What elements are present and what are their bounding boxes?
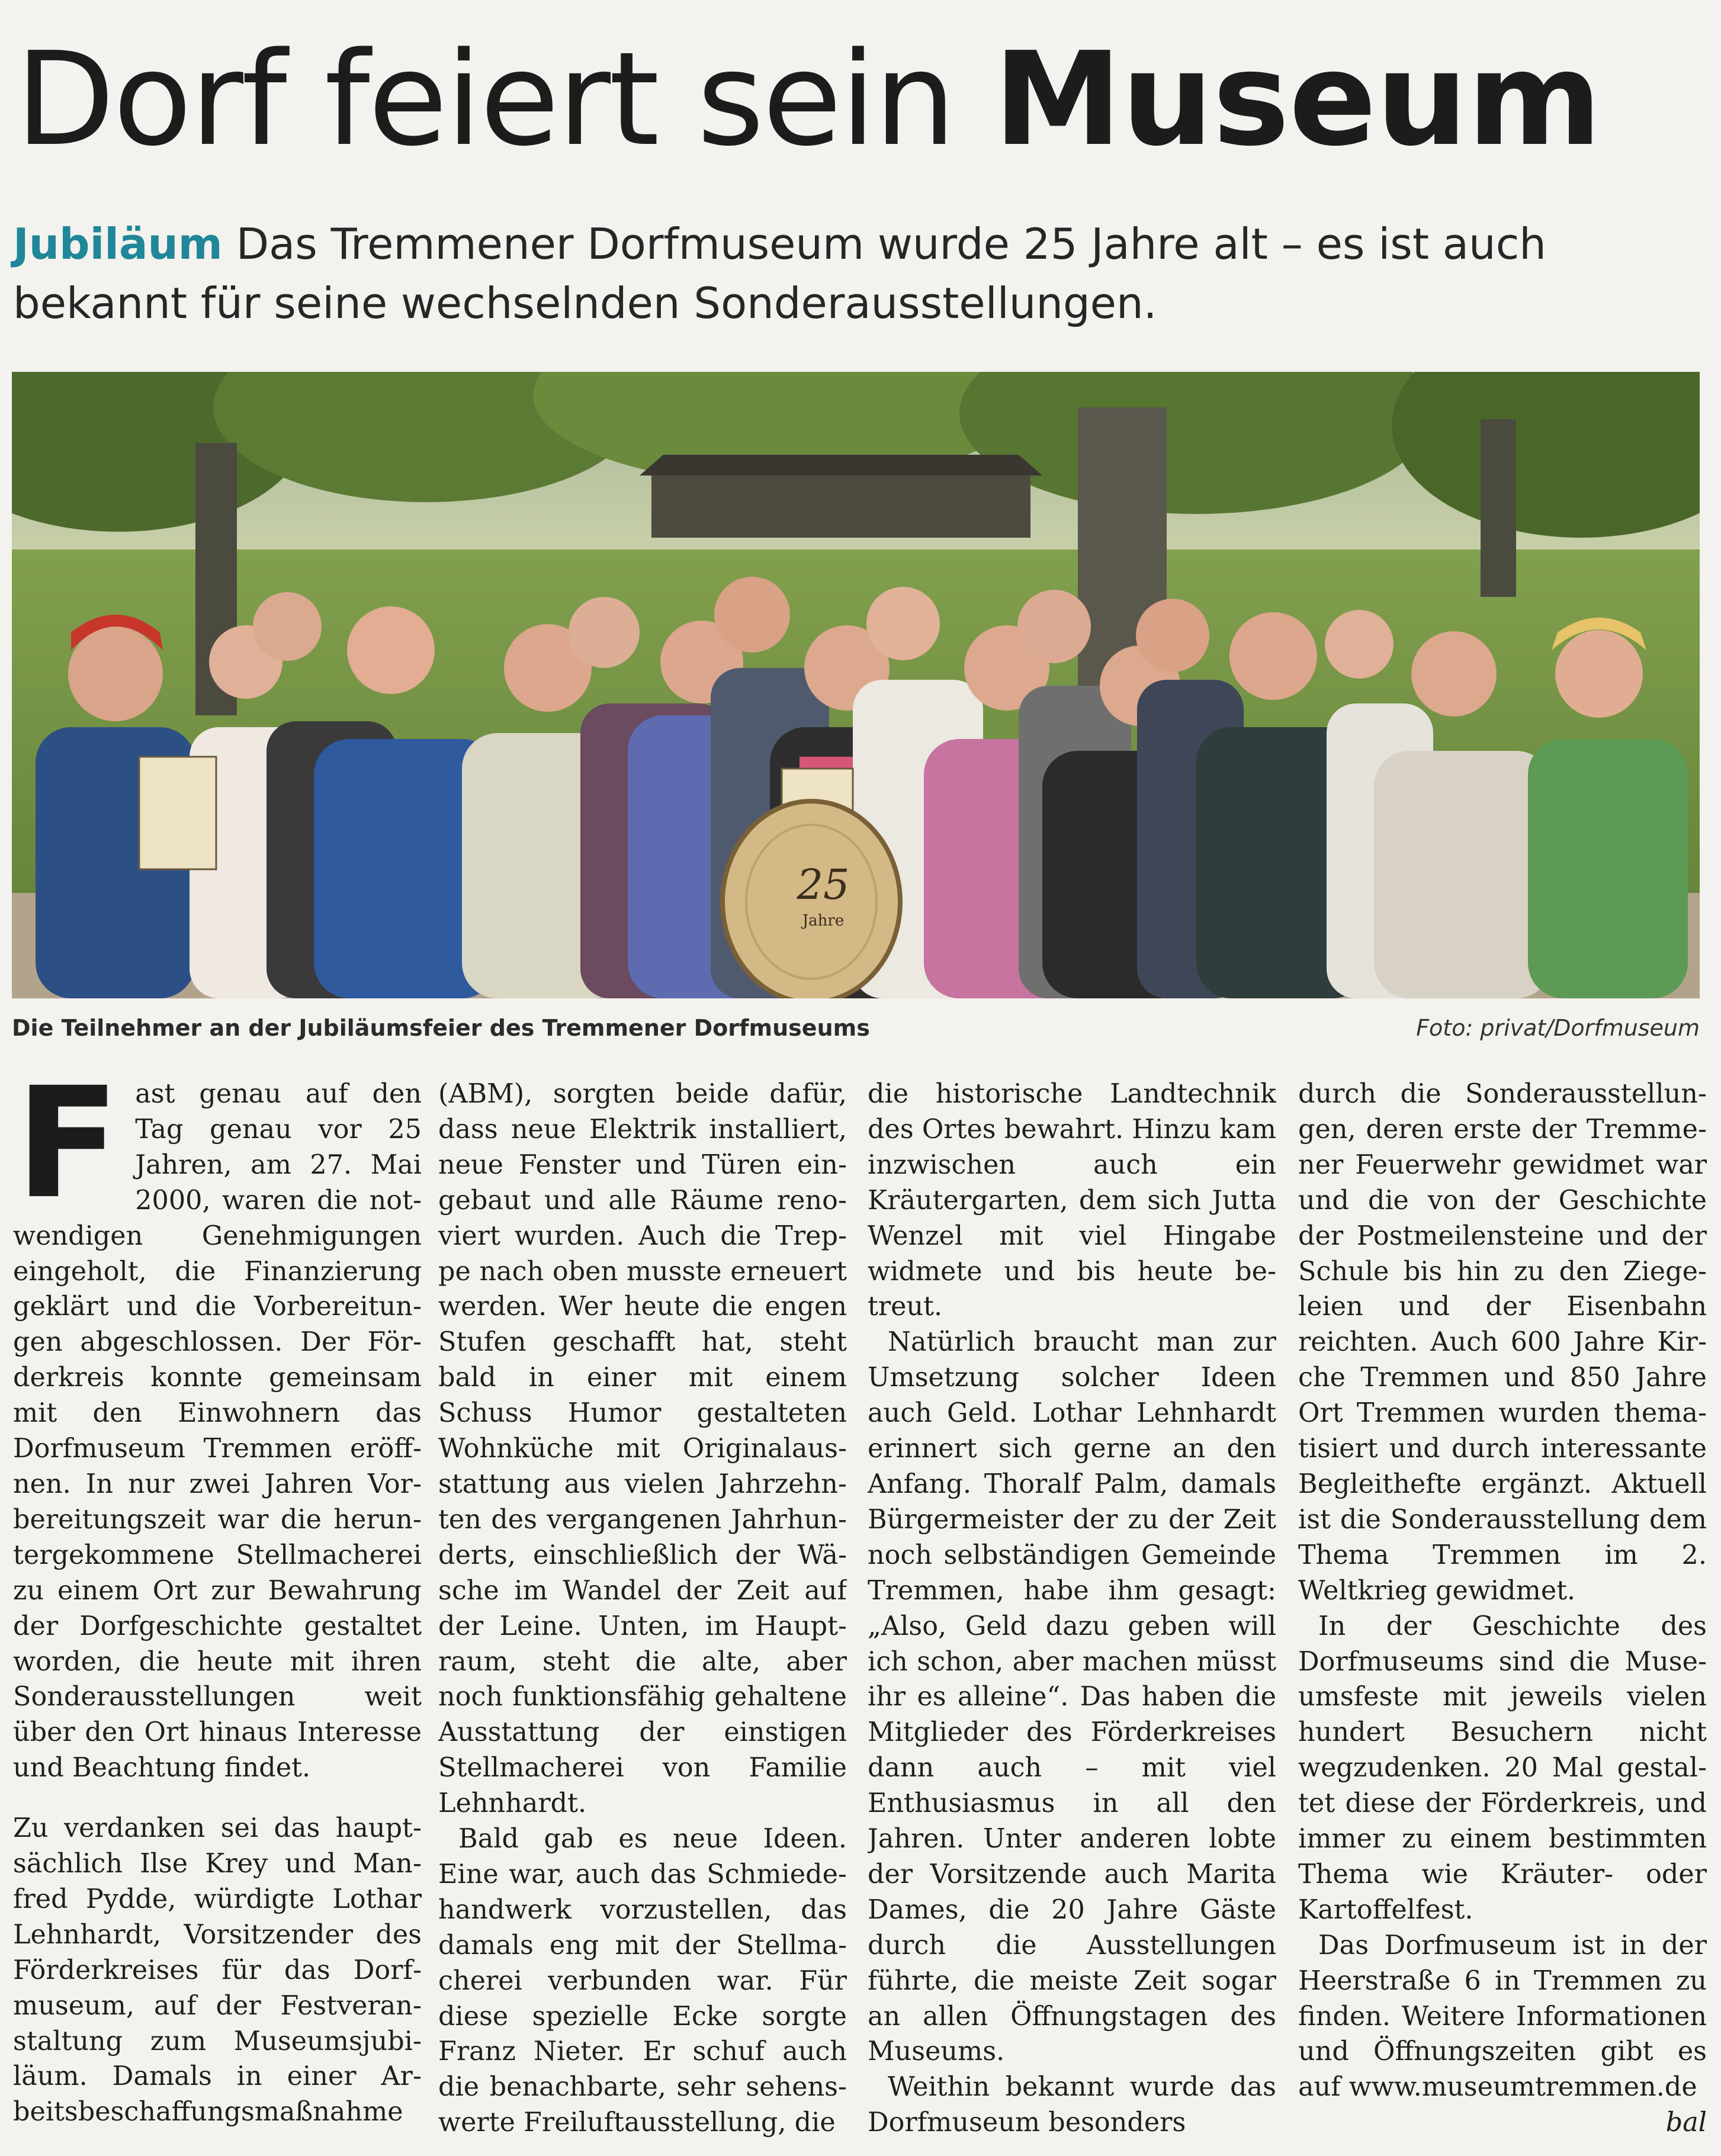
column-4 — [1298, 1077, 1707, 2151]
paragraph: Zu verdanken sei das hauptsächlich Ilse Krey und Manfred Pydde, würdigte Lothar Lehnhardt, Vorsitzender des Förderkreises für das Dorfmuseum, auf der Festveranstaltung zum Museumsjubiläum. Damals in einer Arbeitsbeschaffungsmaßnahme — [13, 1813, 422, 2128]
headline-bold: Museum — [993, 25, 1601, 175]
article-headline — [15, 26, 1709, 174]
column-1 — [13, 1077, 422, 2151]
log-text-small: Jahre — [802, 912, 845, 930]
log-text: 25 — [797, 860, 850, 909]
paragraph: durch die Sonderausstellungen, deren erste der Tremmener Feuerwehr gewidmet war und die von der Geschichte der Postmeilensteine und der Schule bis hin zu den Ziegeleien und der Eisenbahn reichten. Auch 600 Jahre Kirche Tremmen und 850 Jahre Ort Tremmen wurden thematisiert und durch interessante Begleithefte ergänzt. Aktuell ist die Sonderausstellung dem Thema Tremmen im 2. Weltkrieg gewidmet. — [1298, 1079, 1707, 1606]
group-photo-illustration — [12, 372, 1700, 998]
column-2 — [438, 1077, 847, 2151]
drop-cap: F — [15, 1077, 120, 1232]
paragraph — [13, 1077, 422, 1786]
headline-light: Dorf feiert sein — [15, 25, 994, 175]
paragraph — [1298, 1928, 1707, 2138]
column-3 — [868, 1077, 1276, 2151]
article-deck — [13, 214, 1695, 333]
paragraph: (ABM), sorgten beide dafür, dass neue Elektrik installiert, neue Fenster und Türen eingebaut und alle Räume renoviert wurden. Auch die Treppe nach oben musste erneuert werden. Wer heute die engen Stufen geschafft hat, steht bald in einer mit einem Schuss Humor gestalteten Wohnküche mit Originalausstattung aus vielen Jahrzehnten des vergangenen Jahrhunderts, einschließlich der Wäsche im Wandel der Zeit auf der Leine. Unten, im Hauptraum, steht die alte, aber noch funktionsfähig gehaltene Ausstattung der einstigen Stellmacherei von Familie Lehnhardt. — [438, 1079, 847, 1819]
deck-label: Jubiläum — [13, 219, 223, 269]
article-body — [13, 1077, 1707, 2151]
paragraph: Bald gab es neue Ideen. Eine war, auch das Schmiedehandwerk vorzustellen, das damals eng mit der Stellmacherei verbunden war. Für diese spezielle Ecke sorgte Franz Nieter. Er schuf auch die benachbarte, sehr sehenswerte Freiluftausstellung, die — [438, 1824, 847, 2138]
group-photo — [12, 372, 1700, 998]
deck-text: Das Tremmener Dorfmuseum wurde 25 Jahre alt – es ist auch bekannt für seine wechselnden Sonderausstellungen. — [13, 219, 1546, 328]
photo-caption: Die Teilnehmer an der Jubiläumsfeier des Tremmener Dorfmuseums — [12, 1015, 870, 1041]
paragraph: Natürlich braucht man zur Umsetzung solcher Ideen auch Geld. Lothar Lehnhardt erinnert sich gerne an den Anfang. Thoralf Palm, damals Bürgermeister der zu der Zeit noch selbständigen Gemeinde Tremmen, habe ihm gesagt: „Also, Geld dazu geben will ich schon, aber machen müsst ihr es alleine“. Das haben die Mitglieder des Förderkreises dann auch – mit viel Enthusiasmus in all den Jahren. Unter anderen lobte der Vorsitzende auch Marita Dames, die 20 Jahre Gäste durch die Ausstellungen führte, die meiste Zeit sogar an allen Öffnungstagen des Museums. — [868, 1327, 1276, 2067]
paragraph-text: ast genau auf den Tag genau vor 25 Jahren, am 27. Mai 2000, waren die notwendigen Genehmigungen eingeholt, die Finanzierung geklärt und die Vorbereitungen abgeschlossen. Der Förderkreis konnte gemeinsam mit den Einwohnern das Dorfmuseum Tremmen eröffnen. In nur zwei Jahren Vorbereitungszeit war die heruntergekommene Stellmacherei zu einem Ort zur Bewahrung der Dorfgeschichte gestaltet worden, die heute mit ihren Sonderausstellungen weit über den Ort hinaus Interesse und Beachtung findet. — [13, 1079, 422, 1784]
paragraph: die historische Landtechnik des Ortes bewahrt. Hinzu kam inzwischen auch ein Kräutergarten, dem sich Jutta Wenzel mit viel Hingabe widmete und bis heute betreut. — [868, 1079, 1276, 1322]
photo-caption-row — [12, 1011, 1700, 1045]
author-initials: bal — [1665, 2107, 1707, 2138]
photo-credit: Foto: privat/Dorfmuseum — [1416, 1015, 1700, 1041]
paragraph: Weithin bekannt wurde das Dorfmuseum besonders — [868, 2072, 1276, 2138]
paragraph-text: Das Dorfmuseum ist in der Heerstraße 6 in Tremmen zu finden. Weitere Informationen und Öffnungszeiten gibt es auf www.museumtremmen.de — [1298, 1930, 1707, 2103]
paragraph: In der Geschichte des Dorfmuseums sind die Museumsfeste mit jeweils vielen hundert Besuchern nicht wegzudenken. 20 Mal gestaltet diese der Förderkreis, und immer zu einem bestimmten Thema wie Kräuter- oder Kartoffelfest. — [1298, 1611, 1707, 1925]
